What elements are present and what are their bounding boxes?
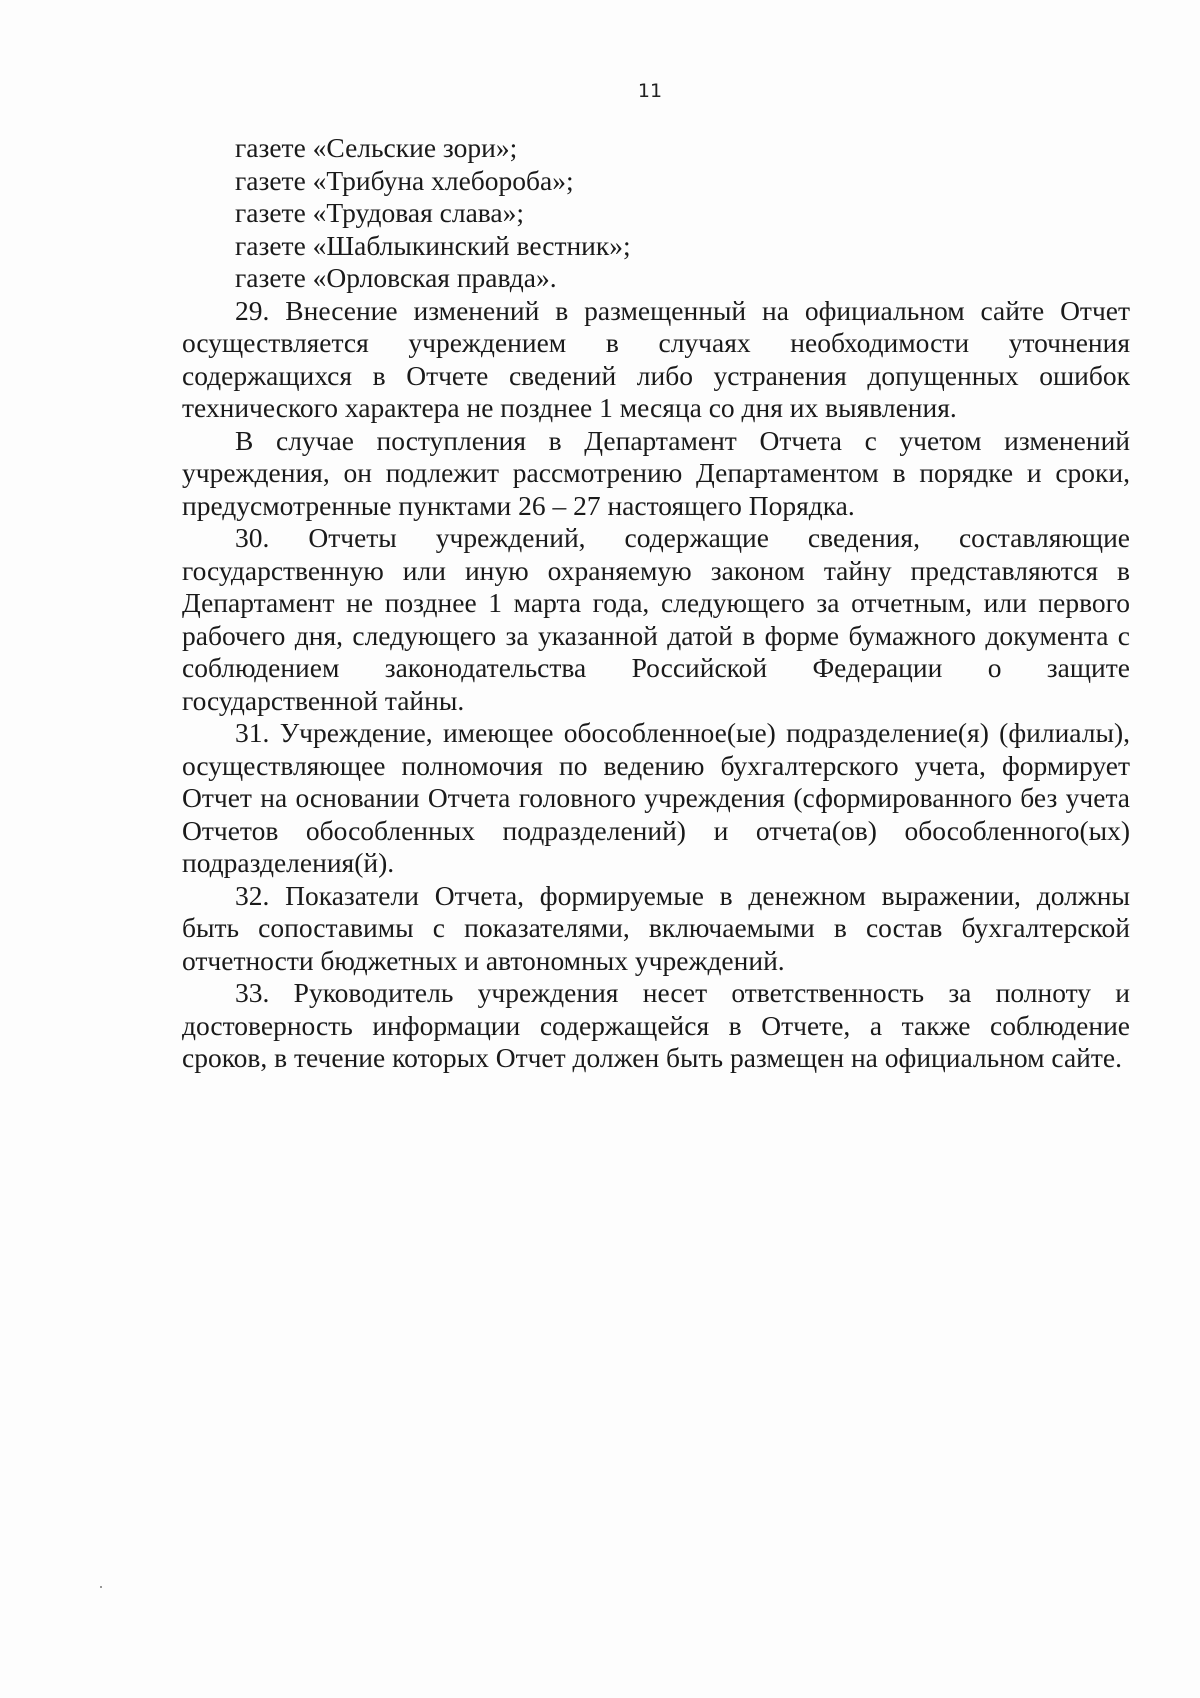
newspaper-list-item: газете «Шаблыкинский вестник»; [235,229,631,261]
paragraph-31: 31. Учреждение, имеющее обособленное(ые) подразделение(я) (филиалы), осуществляющее полномочия по ведению бухгалтерского учета, формирует Отчет на основании Отчета головного учреждения (сформированного без учета Отчетов обособленных подразделений) и отчета(ов) обособленного(ых) подразделения(й). [182,717,1130,878]
document-body [182,132,1130,1075]
paragraph-30: 30. Отчеты учреждений, содержащие сведения, составляющие государственную или иную охраняемую законом тайну представляются в Департамент не позднее 1 марта года, следующего за отчетным, или первого рабочего дня, следующего за указанной датой в форме бумажного документа с соблюдением законодательства Российской Федерации о защите государственной тайны. [182,522,1130,716]
paragraph-32: 32. Показатели Отчета, формируемые в денежном выражении, должны быть сопоставимы с показателями, включаемыми в состав бухгалтерской отчетности бюджетных и автономных учреждений. [182,879,1130,976]
newspaper-list-item: газете «Орловская правда». [235,262,557,293]
page-number: 11 [637,80,663,102]
paragraph-29: 29. Внесение изменений в размещенный на официальном сайте Отчет осуществляется учреждением в случаях необходимости уточнения содержащихся в Отчете сведений либо устранения допущенных ошибок технического характера не позднее 1 месяца со дня их выявления. [182,294,1130,423]
newspaper-list-item: газете «Трибуна хлебороба»; [235,164,574,196]
paragraph-33: 33. Руководитель учреждения несет ответственность за полноту и достоверность информации содержащейся в Отчете, а также соблюдение сроков, в течение которых Отчет должен быть размещен на официальном сайте. [182,977,1130,1073]
paragraph-29-continuation: В случае поступления в Департамент Отчета с учетом изменений учреждения, он подлежит рассмотрению Департаментом в порядке и сроки, предусмотренные пунктами 26 – 27 настоящего Порядка. [182,424,1130,521]
scan-speck [100,1586,102,1588]
newspaper-list-item: газете «Сельские зори»; [235,132,518,163]
newspaper-list-item: газете «Трудовая слава»; [235,197,525,228]
